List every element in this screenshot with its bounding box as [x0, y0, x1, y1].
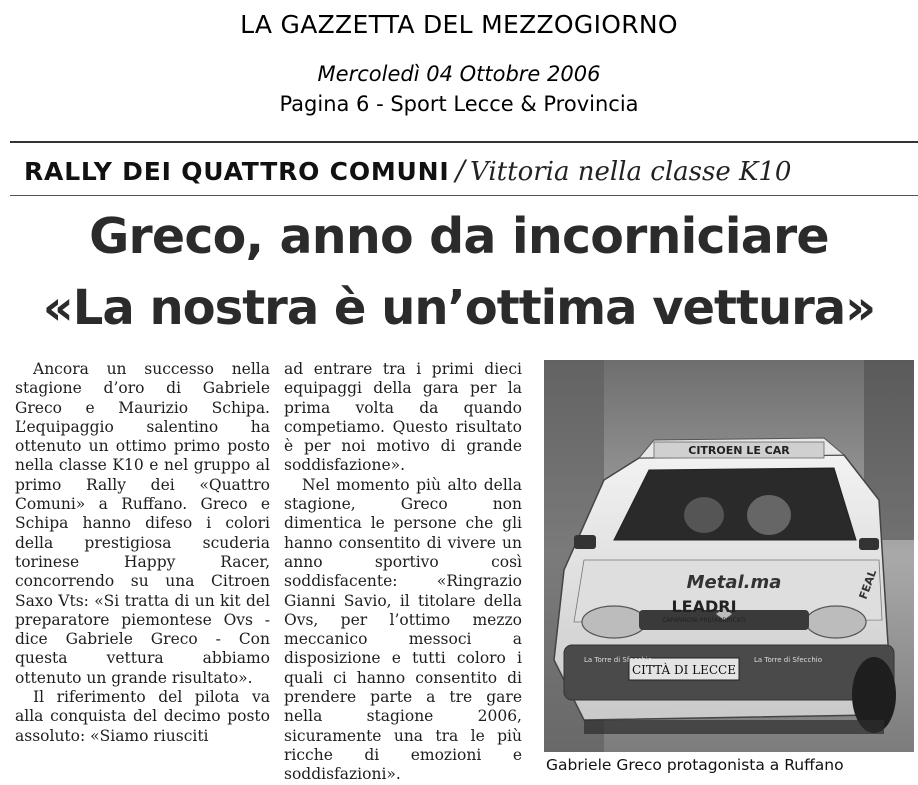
decal-bumper-left: La Torre di Sfecchio [584, 656, 652, 664]
decal-bumper-right: La Torre di Sfecchio [754, 656, 822, 664]
kicker-title: RALLY DEI QUATTRO COMUNI [24, 157, 450, 186]
kicker-divider [10, 195, 918, 196]
page-info: Pagina 6 - Sport Lecce & Provincia [279, 92, 639, 116]
kicker-separator: / [455, 154, 465, 187]
top-divider [10, 141, 918, 143]
decal-plate: CITTÀ DI LECCE [631, 663, 737, 677]
kicker [24, 154, 791, 187]
decal-hood: Metal.ma [686, 572, 782, 593]
paragraph: Nel momento più alto della stagione, Greco non dimentica le persone che gli hanno consentito di vivere un anno sportivo così soddisfacente: «Ringrazio Gianni Savio, il titolare della Ovs, per l’ottimo mezzo meccanico messoci a disposizione e tutti coloro i quali ci hanno consentito di prendere parte a tre gare nella stagione 2006, sicuramente una tra le più ricche di emozioni e soddisfazioni». [284, 475, 522, 784]
paragraph: Ancora un successo nella stagione d’oro di Gabriele Greco e Maurizio Schipa. L’equipaggio salentino ha ottenuto un ottimo primo posto nella classe K10 e nel gruppo al primo Rally dei «Quattro Comuni» a Ruffano. Greco e Schipa hanno difeso i colori della prestigiosa scuderia torinese Happy Racer, concorrendo su una Citroen Saxo Vts: «Si tratta di un kit del preparatore piemontese Ovs - dice Gabriele Greco - Con questa vettura abbiamo ottenuto un grande risultato». [15, 360, 270, 687]
article-column-1 [15, 360, 270, 746]
headline-main: Greco, anno da incorniciare [89, 208, 829, 265]
article-column-2 [284, 360, 522, 785]
photo-caption: Gabriele Greco protagonista a Ruffano [546, 756, 844, 774]
decal-lower: HAPPY RACER [674, 706, 724, 714]
publication-date: Mercoledì 04 Ottobre 2006 [317, 62, 601, 86]
decal-sponsor: LEADRI [671, 597, 737, 616]
paragraph: ad entrare tra i primi dieci equipaggi della gara per la prima volta da quando competiamo. Questo risultato è per noi motivo di grande soddisfazione». [284, 360, 522, 475]
rally-car-photo [544, 360, 914, 752]
decal-side: FEAL [856, 567, 880, 602]
kicker-subtitle: Vittoria nella classe K10 [470, 157, 792, 187]
decal-banner: CITROEN LE CAR [688, 444, 790, 457]
headline-quote: «La nostra è un’ottima vettura» [42, 280, 876, 336]
masthead: LA GAZZETTA DEL MEZZOGIORNO [240, 10, 678, 39]
paragraph: Il riferimento del pilota va alla conquista del decimo posto assoluto: «Siamo riusciti [15, 688, 270, 745]
decal-sponsor-sub: CAPANNONI PREFABBRICATI [662, 617, 746, 624]
